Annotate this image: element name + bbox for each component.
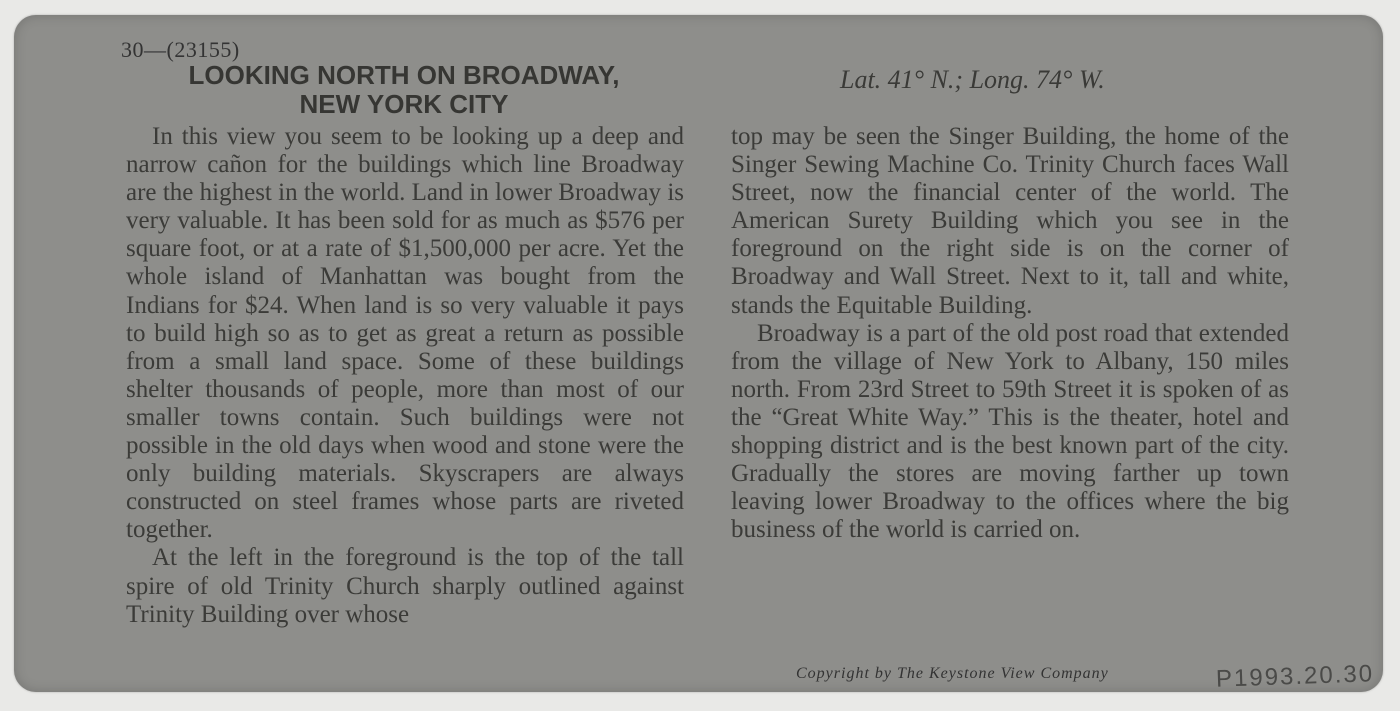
- text-column-left: [126, 123, 684, 629]
- accession-number: P1993.20.30: [1215, 660, 1375, 693]
- coordinates: Lat. 41° N.; Long. 74° W.: [840, 65, 1105, 94]
- title-line-2: NEW YORK CITY: [299, 89, 509, 119]
- stereograph-card-back: [14, 15, 1383, 692]
- copyright-notice: Copyright by The Keystone View Company: [796, 665, 1109, 682]
- paragraph-2: At the left in the foreground is the top of the tall spire of old Trinity Church sharply outlined against Trinity Building over whose: [126, 544, 684, 628]
- catalog-number: 30—(23155): [121, 37, 240, 62]
- text-column-right: [731, 123, 1289, 544]
- card-title: [124, 61, 684, 119]
- paragraph-1: In this view you seem to be looking up a deep and narrow cañon for the buildings which line Broadway are the highest in the world. Land in lower Broadway is very valuable. It has been sold for as much as $576 per square foot, or at a rate of $1,500,000 per acre. Yet the whole island of Manhattan was bought from the Indians for $24. When land is so very valuable it pays to build high so as to get as great a return as possible from a small land space. Some of these buildings shelter thousands of people, more than most of our smaller towns contain. Such buildings were not possible in the old days when wood and stone were the only building materials. Skyscrapers are always constructed on steel frames whose parts are riveted together.: [126, 123, 684, 544]
- paragraph-3: Broadway is a part of the old post road that extended from the village of New York to Albany, 150 miles north. From 23rd Street to 59th Street it is spoken of as the “Great White Way.” This is the theater, hotel and shopping district and is the best known part of the city. Gradually the stores are moving farther up town leaving lower Broadway to the offices where the big business of the world is carried on.: [731, 319, 1289, 544]
- paragraph-2-continued: top may be seen the Singer Building, the home of the Singer Sewing Machine Co. Trinity Church faces Wall Street, now the financial center of the world. The American Surety Building which you see in the foreground on the right side is on the corner of Broadway and Wall Street. Next to it, tall and white, stands the Equitable Building.: [731, 123, 1289, 319]
- title-line-1: LOOKING NORTH ON BROADWAY,: [188, 60, 620, 90]
